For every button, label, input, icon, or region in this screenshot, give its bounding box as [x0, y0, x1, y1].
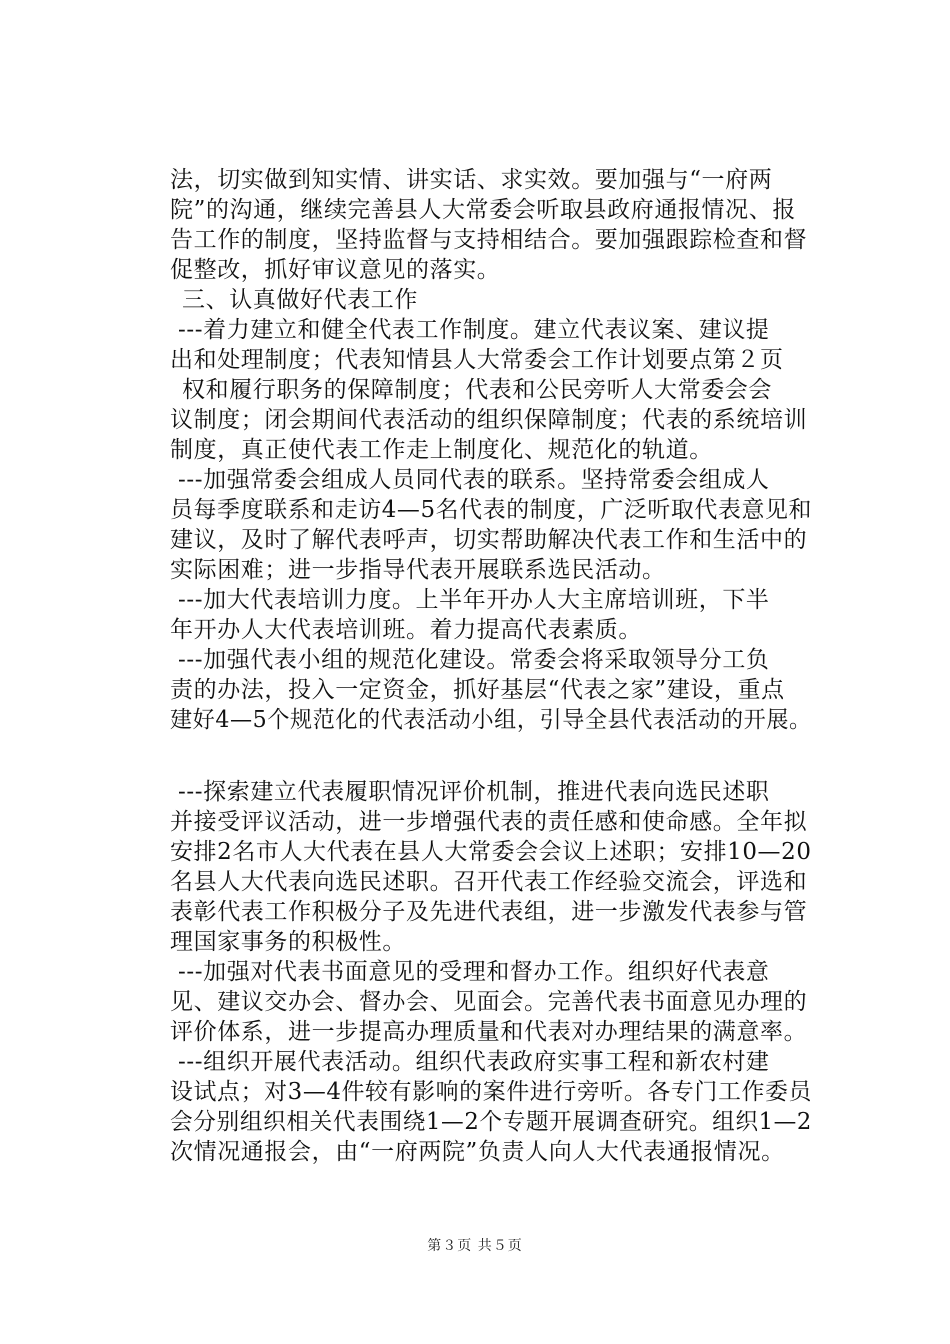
- body-line: 法，切实做到知实情、讲实话、求实效。要加强与“一府两: [170, 167, 773, 193]
- page-footer: 第３页 共５页: [427, 1238, 523, 1254]
- body-line: ---加强常委会组成人员同代表的联系。坚持常委会组成人: [178, 467, 770, 493]
- body-line: 年开办人大代表培训班。着力提高代表素质。: [170, 617, 642, 643]
- body-line: 促整改，抓好审议意见的落实。: [170, 257, 501, 283]
- body-line: ---加强代表小组的规范化建设。常委会将采取领导分工负: [178, 647, 770, 673]
- body-line: ---加大代表培训力度。上半年开办人大主席培训班，下半: [178, 587, 770, 613]
- body-line: 见、建议交办会、督办会、见面会。完善代表书面意见办理的: [170, 989, 808, 1015]
- body-line: 告工作的制度，坚持监督与支持相结合。要加强跟踪检查和督: [170, 227, 808, 253]
- body-line: 权和履行职务的保障制度；代表和公民旁听人大常委会会: [182, 377, 772, 403]
- body-line: 会分别组织相关代表围绕1—2个专题开展调查研究。组织1—2: [170, 1109, 812, 1135]
- body-line: ---着力建立和健全代表工作制度。建立代表议案、建议提: [178, 317, 770, 343]
- body-line: 员每季度联系和走访4—5名代表的制度，广泛听取代表意见和: [170, 497, 813, 523]
- body-line: 建议，及时了解代表呼声，切实帮助解决代表工作和生活中的: [170, 527, 808, 553]
- body-line: 建好4—5个规范化的代表活动小组，引导全县代表活动的开展。: [170, 707, 812, 733]
- body-line: ---探索建立代表履职情况评价机制，推进代表向选民述职: [178, 779, 770, 805]
- body-line: 议制度；闭会期间代表活动的组织保障制度；代表的系统培训: [170, 407, 808, 433]
- body-line: 次情况通报会，由“一府两院”负责人向人大代表通报情况。: [170, 1139, 785, 1165]
- body-line: 实际困难；进一步指导代表开展联系选民活动。: [170, 557, 666, 583]
- body-line: 表彰代表工作积极分子及先进代表组，进一步激发代表参与管: [170, 899, 808, 925]
- section-heading: 三、认真做好代表工作: [182, 287, 418, 313]
- body-line: 院”的沟通，继续完善县人大常委会听取县政府通报情况、报: [170, 197, 796, 223]
- body-line: 设试点；对3—4件较有影响的案件进行旁听。各专门工作委员: [170, 1079, 813, 1105]
- body-line: 并接受评议活动，进一步增强代表的责任感和使命感。全年拟: [170, 809, 808, 835]
- body-line: 责的办法，投入一定资金，抓好基层“代表之家”建设，重点: [170, 677, 785, 703]
- body-line: 出和处理制度；代表知情县人大常委会工作计划要点第２页: [170, 347, 784, 373]
- body-line: 安排2名市人大代表在县人大常委会会议上述职；安排10—20: [170, 839, 812, 865]
- body-line: 理国家事务的积极性。: [170, 929, 406, 955]
- body-line: ---加强对代表书面意见的受理和督办工作。组织好代表意: [178, 959, 770, 985]
- body-line: 评价体系，进一步提高办理质量和代表对办理结果的满意率。: [170, 1019, 808, 1045]
- body-line: ---组织开展代表活动。组织代表政府实事工程和新农村建: [178, 1049, 770, 1075]
- body-line: 制度，真正使代表工作走上制度化、规范化的轨道。: [170, 437, 713, 463]
- body-line: 名县人大代表向选民述职。召开代表工作经验交流会，评选和: [170, 869, 808, 895]
